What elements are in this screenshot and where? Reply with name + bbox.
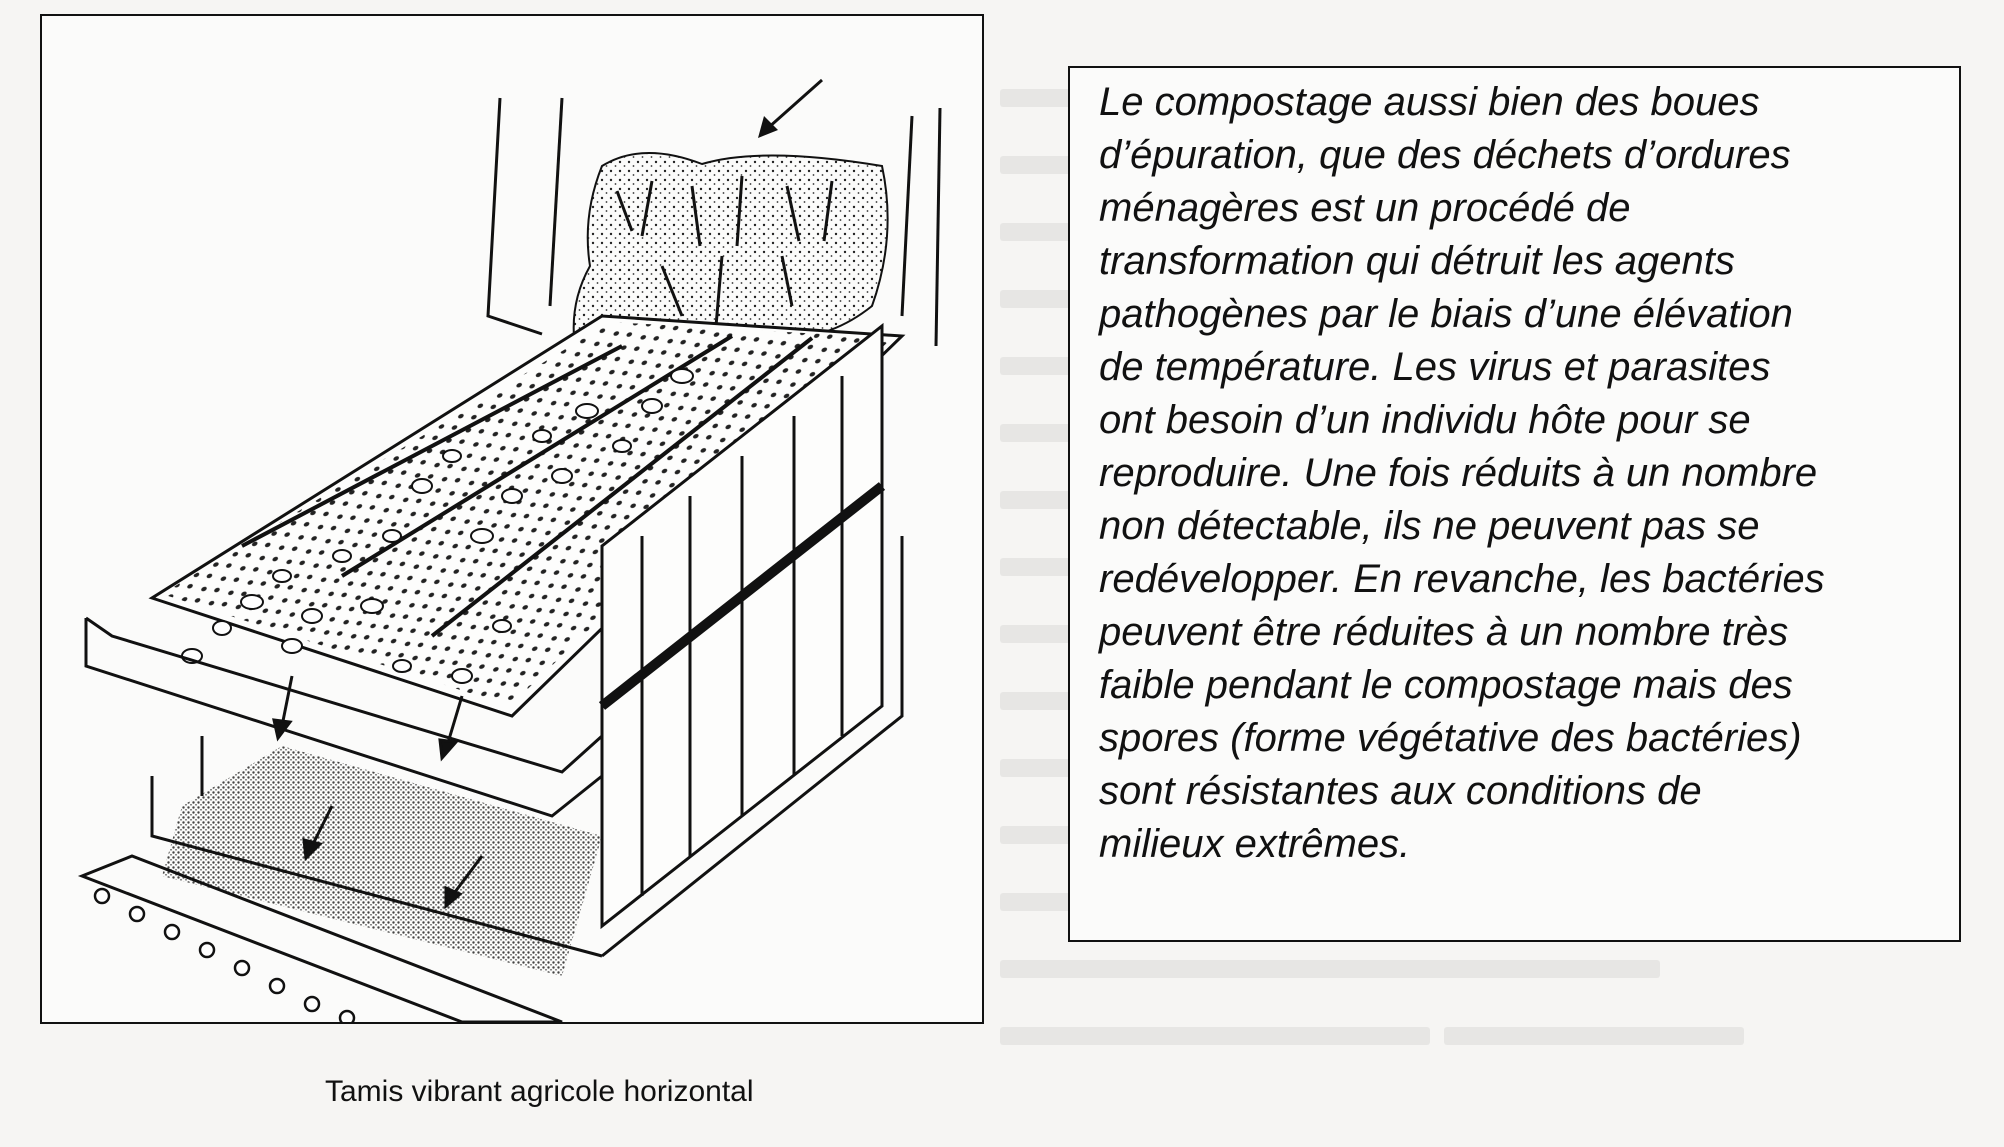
info-text-box <box>1068 66 1961 942</box>
text-line: ménagères est un procédé de <box>1099 186 1631 230</box>
vibrating-screen-illustration <box>42 16 982 1022</box>
text-line: non détectable, ils ne peuvent pas se <box>1099 504 1760 548</box>
figure-caption: Tamis vibrant agricole horizontal <box>325 1075 754 1108</box>
text-line: redévelopper. En revanche, les bactéries <box>1099 557 1825 601</box>
text-line: de température. Les virus et parasites <box>1099 345 1771 389</box>
text-line: sont résistantes aux conditions de <box>1099 769 1702 813</box>
text-line: d’épuration, que des déchets d’ordures <box>1099 133 1791 177</box>
text-line: milieux extrêmes. <box>1099 822 1411 866</box>
text-line: pathogènes par le biais d’une élévation <box>1099 292 1793 336</box>
text-line: Le compostage aussi bien des boues <box>1099 80 1760 124</box>
text-line: faible pendant le compostage mais des <box>1099 663 1793 707</box>
text-line: reproduire. Une fois réduits à un nombre <box>1099 451 1818 495</box>
text-line: peuvent être réduites à un nombre très <box>1099 610 1789 654</box>
text-line: ont besoin d’un individu hôte pour se <box>1099 398 1751 442</box>
figure-frame <box>40 14 984 1024</box>
feed-arrow-icon <box>758 80 822 138</box>
fines-pile <box>162 746 602 976</box>
text-line: transformation qui détruit les agents <box>1099 239 1735 283</box>
text-line: spores (forme végétative des bactéries) <box>1099 716 1802 760</box>
